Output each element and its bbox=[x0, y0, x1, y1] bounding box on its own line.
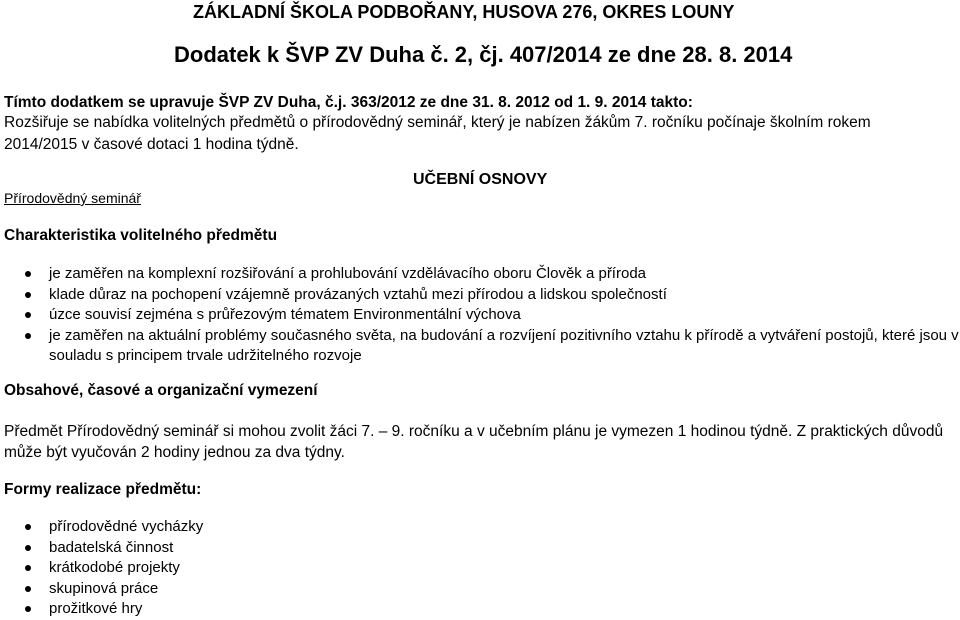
list-item: prožitkové hry bbox=[22, 599, 422, 620]
list-item: klade důraz na pochopení vzájemně provázaných vztahů mezi přírodou a lidskou společností bbox=[22, 285, 960, 306]
list-item: je zaměřen na aktuální problémy současného světa, na budování a rozvíjení pozitivního vztahu k přírodě a vytváření postojů, které jsou v souladu s principem trvale udržitelného rozvoje bbox=[22, 326, 960, 367]
list-item: badatelská činnost bbox=[22, 538, 422, 559]
list-item: je zaměřen na komplexní rozšiřování a prohlubování vzdělávacího oboru Člověk a příroda bbox=[22, 264, 960, 285]
organization-text: Předmět Přírodovědný seminář si mohou zvolit žáci 7. – 9. ročníku a v učebním plánu je vymezen 1 hodinou týdně. Z praktických důvodů může být vyučován 2 hodiny jednou za dva týdny. bbox=[4, 423, 944, 461]
subject-name: Přírodovědný seminář bbox=[4, 190, 141, 206]
curriculum-heading: UČEBNÍ OSNOVY bbox=[413, 171, 548, 188]
intro-line-1: Tímto dodatkem se upravuje ŠVP ZV Duha, č.j. 363/2012 ze dne 31. 8. 2012 od 1. 9. 2014 takto: bbox=[4, 94, 693, 111]
intro-line-2: Rozšiřuje se nabídka volitelných předmětů o přírodovědný seminář, který je nabízen žákům 7. ročníku počínaje školním rokem bbox=[4, 114, 871, 131]
list-item: úzce souvisí zejména s průřezovým tématem Environmentální výchova bbox=[22, 305, 960, 326]
organization-heading: Obsahové, časové a organizační vymezení bbox=[4, 382, 318, 399]
forms-list bbox=[22, 517, 422, 620]
list-item: krátkodobé projekty bbox=[22, 558, 422, 579]
intro-line-3: 2014/2015 v časové dotaci 1 hodina týdně. bbox=[4, 136, 299, 153]
forms-heading: Formy realizace předmětu: bbox=[4, 481, 202, 498]
list-item: přírodovědné vycházky bbox=[22, 517, 422, 538]
document-title: Dodatek k ŠVP ZV Duha č. 2, čj. 407/2014 ze dne 28. 8. 2014 bbox=[174, 42, 793, 67]
list-item: skupinová práce bbox=[22, 579, 422, 600]
school-name: ZÁKLADNÍ ŠKOLA PODBOŘANY, HUSOVA 276, OKRES LOUNY bbox=[193, 2, 735, 22]
characteristics-list bbox=[22, 264, 960, 367]
characteristics-heading: Charakteristika volitelného předmětu bbox=[4, 227, 278, 244]
